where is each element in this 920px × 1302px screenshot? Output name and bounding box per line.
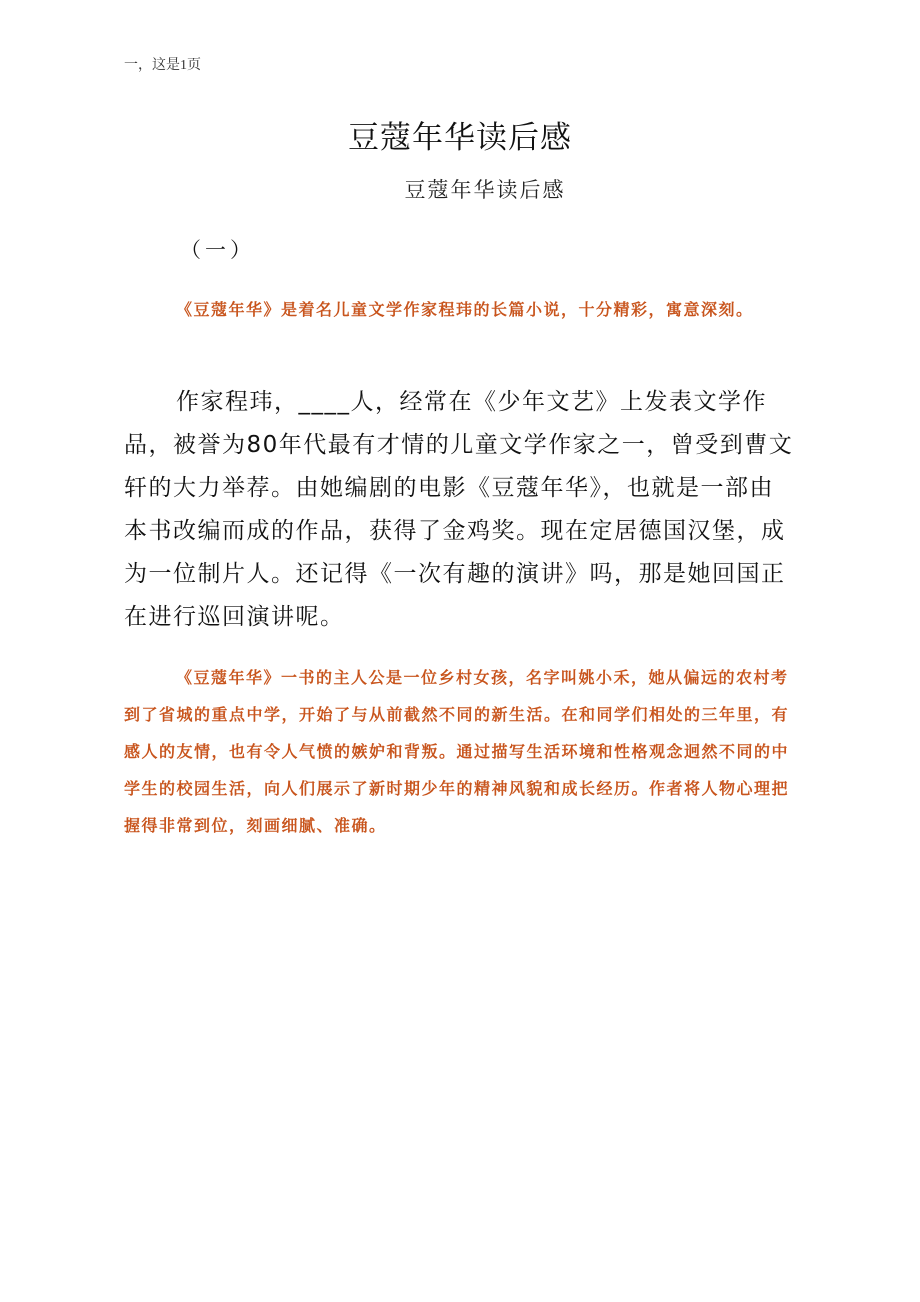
section-number: （一） [180, 238, 255, 262]
document-title: 豆蔻年华读后感 [348, 120, 572, 156]
document-subtitle: 豆蔻年华读后感 [404, 178, 566, 202]
paragraph-intro: 《豆蔻年华》是着名儿童文学作家程玮的长篇小说，十分精彩，寓意深刻。 [176, 300, 754, 319]
paragraph-author: 作家程玮，____人，经常在《少年文艺》上发表文学作品，被誉为80年代最有才情的儿童文学作家之一，曾受到曹文轩的大力举荐。由她编剧的电影《豆蔻年华》，也就是一部由本书改编而成的作品，获得了金鸡奖。现在定居德国汉堡，成为一位制片人。还记得《一次有趣的演讲》吗，那是她回国正在进行巡回演讲呢。 [124, 389, 794, 630]
page-header-label: 一，这是1页 [124, 58, 201, 73]
paragraph-summary: 《豆蔻年华》一书的主人公是一位乡村女孩，名字叫姚小禾，她从偏远的农村考到了省城的重点中学，开始了与从前截然不同的新生活。在和同学们相处的三年里，有感人的友情，也有令人气愤的嫉妒和背叛。通过描写生活环境和性格观念迥然不同的中学生的校园生活，向人们展示了新时期少年的精神风貌和成长经历。作者将人物心理把握得非常到位，刻画细腻、准确。 [124, 668, 790, 835]
